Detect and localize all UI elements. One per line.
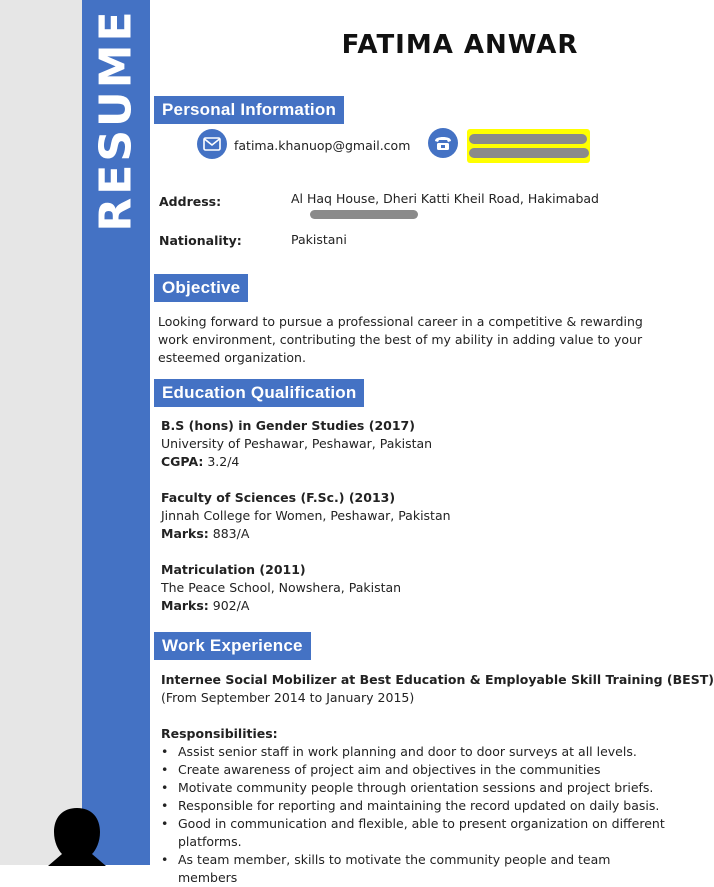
work-period: (From September 2014 to January 2015) xyxy=(161,690,415,705)
education-score xyxy=(161,453,239,471)
list-item: • As team member, skills to motivate the community people and team members xyxy=(161,851,666,887)
nationality-label: Nationality: xyxy=(159,233,242,248)
resume-vertical-title: RESUME xyxy=(90,8,142,232)
education-school: University of Peshawar, Peshawar, Pakistan xyxy=(161,436,433,451)
list-item: • Responsible for reporting and maintaining the record updated on daily basis. xyxy=(161,797,666,815)
sidebar-gray-strip xyxy=(0,0,82,865)
education-score-label: Marks: xyxy=(161,526,209,541)
list-item: • Motivate community people through orientation sessions and project briefs. xyxy=(161,779,666,797)
education-degree: Faculty of Sciences (F.Sc.) (2013) xyxy=(161,490,396,505)
education-school: The Peace School, Nowshera, Pakistan xyxy=(161,580,402,595)
section-header-personal: Personal Information xyxy=(154,96,344,124)
person-silhouette-icon xyxy=(44,806,110,866)
section-header-objective: Objective xyxy=(154,274,248,302)
education-score xyxy=(161,597,249,615)
address-value: Al Haq House, Dheri Katti Kheil Road, Hakimabad xyxy=(291,191,599,206)
address-redaction-mark xyxy=(310,210,418,219)
nationality-value: Pakistani xyxy=(291,232,347,247)
education-score-value: 883/A xyxy=(208,526,250,541)
list-item: • Assist senior staff in work planning and door to door surveys at all levels. xyxy=(161,743,666,761)
phone-redaction-mark xyxy=(469,148,589,158)
candidate-name: FATIMA ANWAR xyxy=(341,30,579,60)
objective-text: Looking forward to pursue a professional career in a competitive & rewarding work environment, contributing the best of my ability in adding value to your esteemed organization. xyxy=(158,314,643,365)
list-item: • Good in communication and flexible, able to present organization on different platforms. xyxy=(161,815,666,851)
education-score xyxy=(161,525,249,543)
education-school: Jinnah College for Women, Peshawar, Pakistan xyxy=(161,508,451,523)
phone-icon xyxy=(428,128,458,158)
responsibilities-label: Responsibilities: xyxy=(161,726,278,741)
section-header-education: Education Qualification xyxy=(154,379,364,407)
education-degree: B.S (hons) in Gender Studies (2017) xyxy=(161,418,415,433)
address-label: Address: xyxy=(159,194,222,209)
education-degree: Matriculation (2011) xyxy=(161,562,306,577)
work-title: Internee Social Mobilizer at Best Education & Employable Skill Training (BEST) xyxy=(161,672,714,687)
list-item: • Create awareness of project aim and objectives in the communities xyxy=(161,761,666,779)
email-text[interactable]: fatima.khanuop@gmail.com xyxy=(234,138,411,153)
education-score-label: CGPA: xyxy=(161,454,204,469)
section-header-work: Work Experience xyxy=(154,632,311,660)
phone-redaction-mark xyxy=(469,134,587,144)
email-icon xyxy=(197,129,227,159)
education-score-label: Marks: xyxy=(161,598,209,613)
education-score-value: 902/A xyxy=(208,598,250,613)
education-score-value: 3.2/4 xyxy=(203,454,240,469)
responsibilities-list xyxy=(161,743,666,887)
